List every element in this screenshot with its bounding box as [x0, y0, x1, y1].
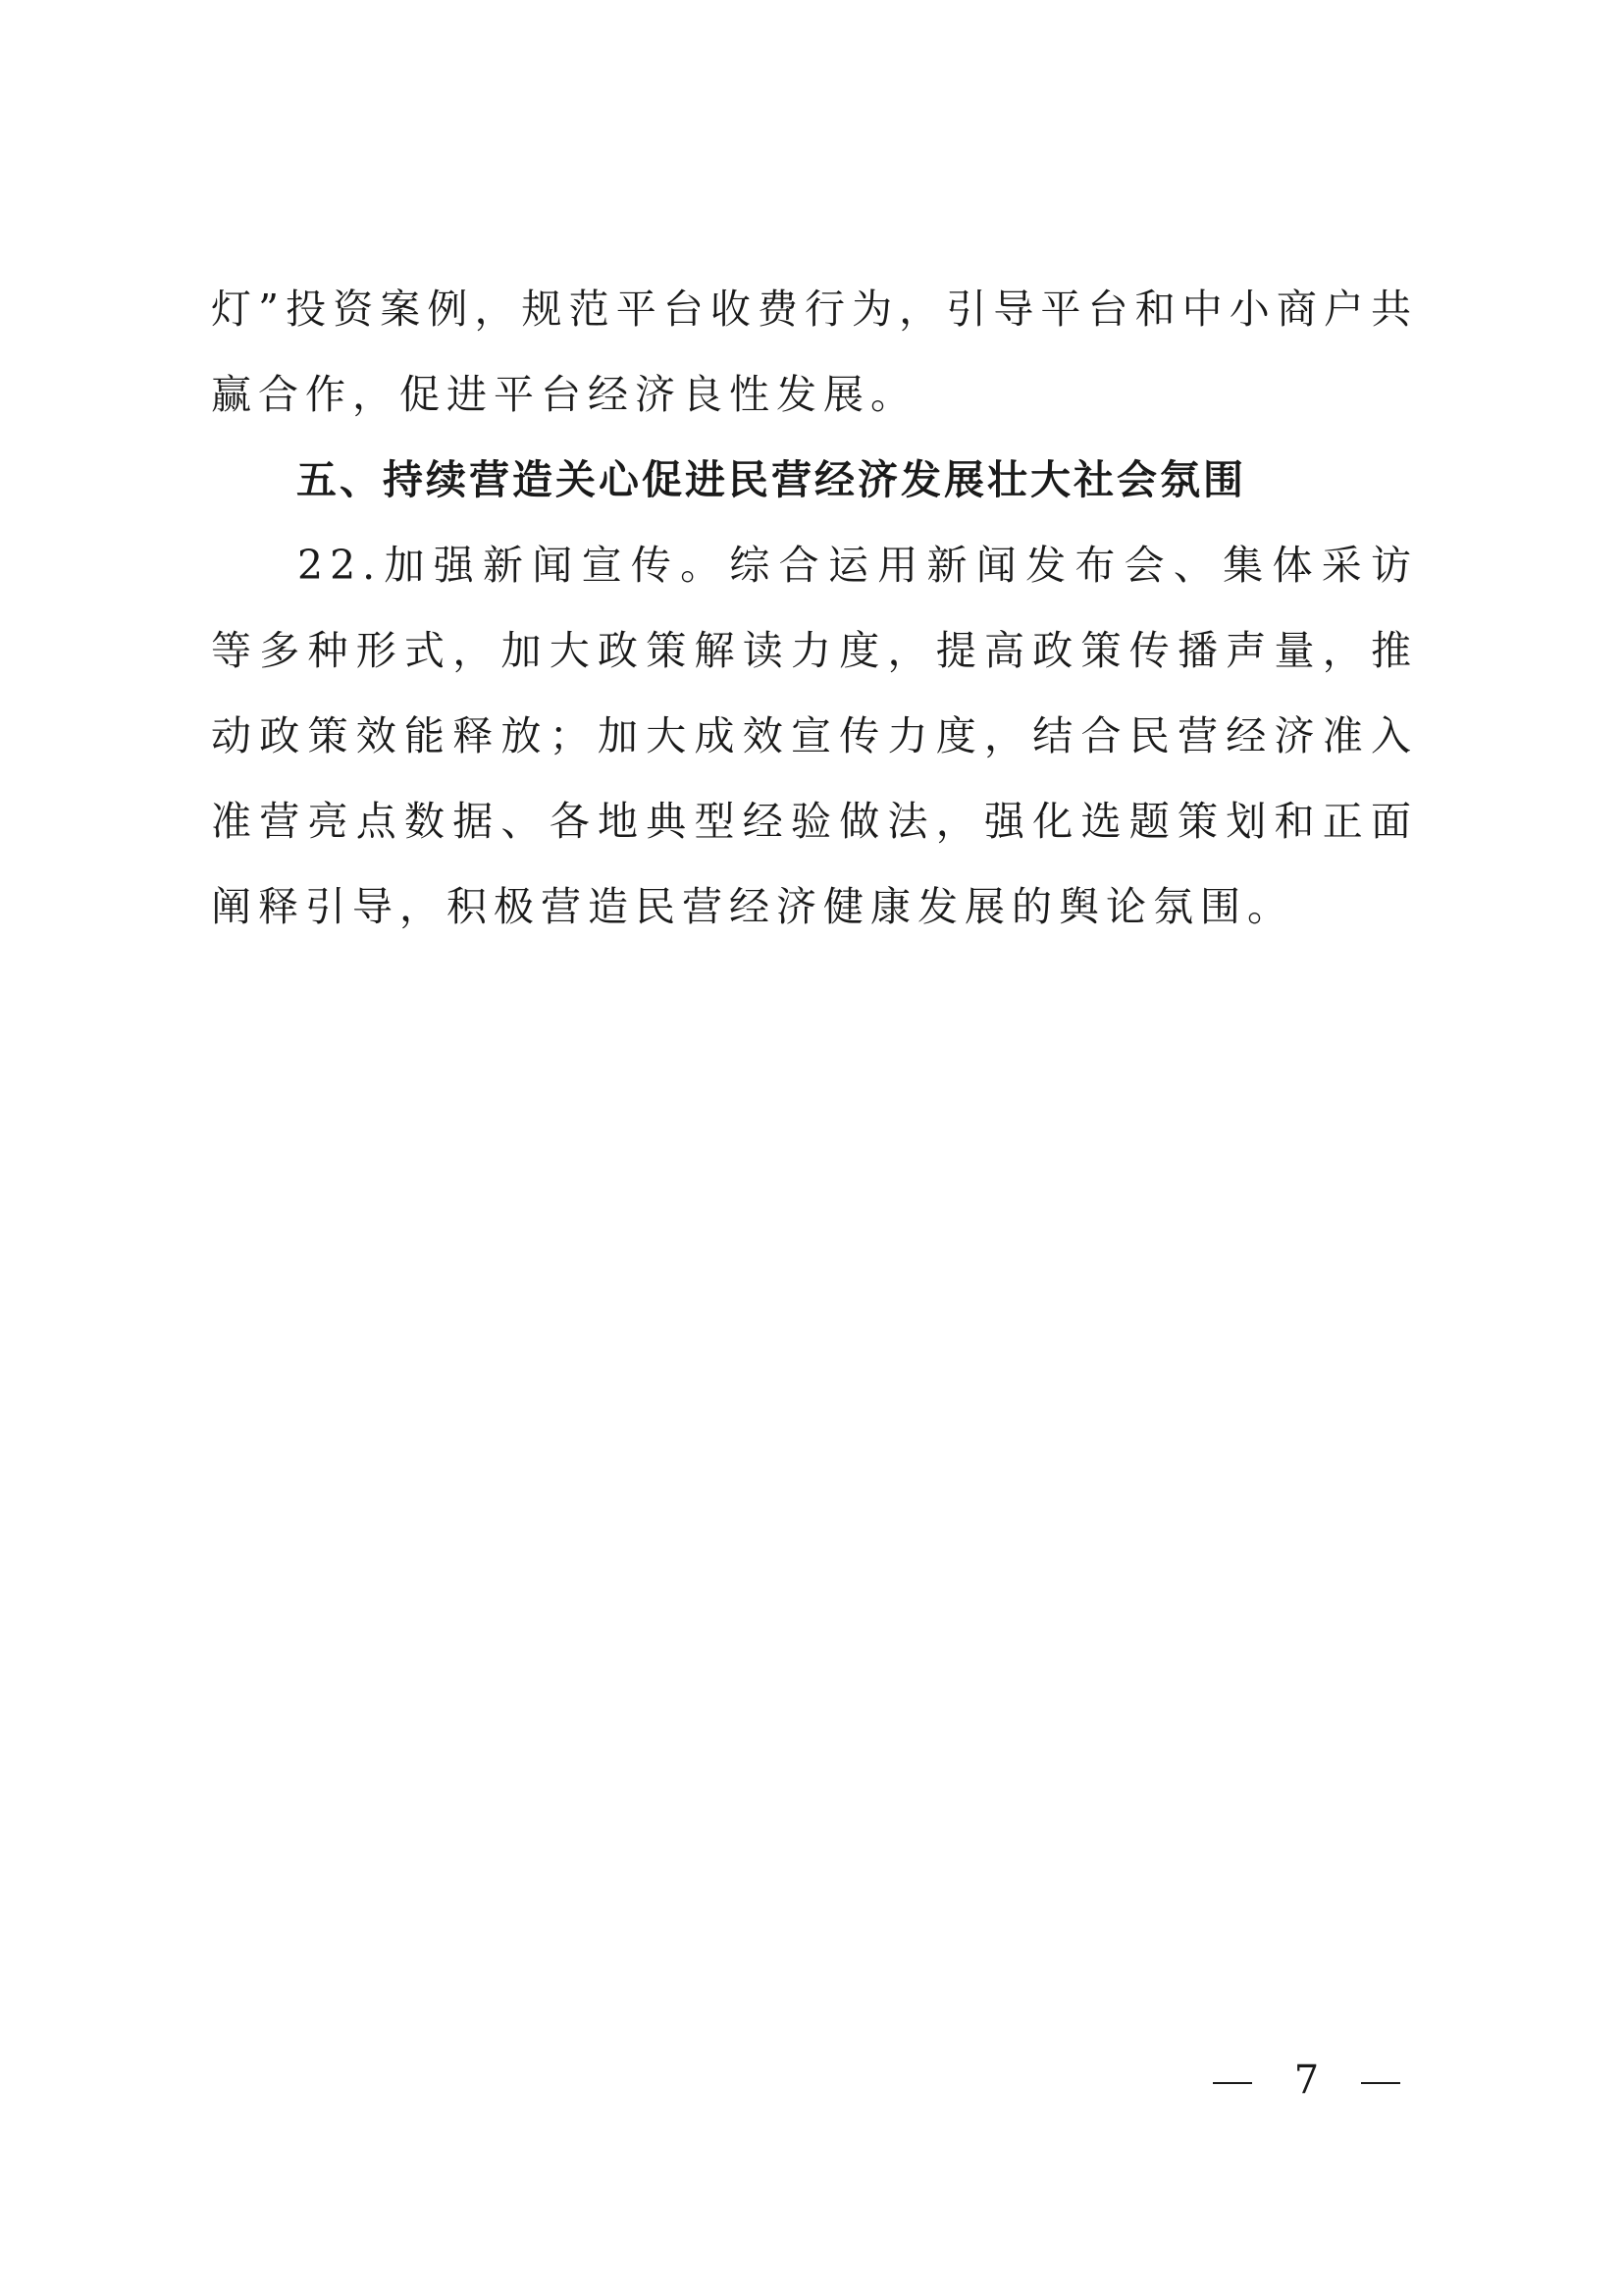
- page-number: 7: [1293, 2058, 1320, 2103]
- footer-dash-left: [1213, 2082, 1252, 2084]
- page-footer: [1207, 2056, 1406, 2105]
- continuation-paragraph: 灯”投资案例，规范平台收费行为，引导平台和中小商户共赢合作，促进平台经济良性发展。: [211, 286, 1418, 418]
- footer-dash-right: [1361, 2082, 1400, 2084]
- paragraph-22: 22.加强新闻宣传。综合运用新闻发布会、集体采访等多种形式，加大政策解读力度，提高政策传播声量，推动政策效能释放；加大成效宣传力度，结合民营经济准入准营亮点数据、各地典型经验做法，强化选题策划和正面阐释引导，积极营造民营经济健康发展的舆论氛围。: [211, 542, 1418, 930]
- section-heading: 五、持续营造关心促进民营经济发展壮大社会氛围: [296, 456, 1246, 503]
